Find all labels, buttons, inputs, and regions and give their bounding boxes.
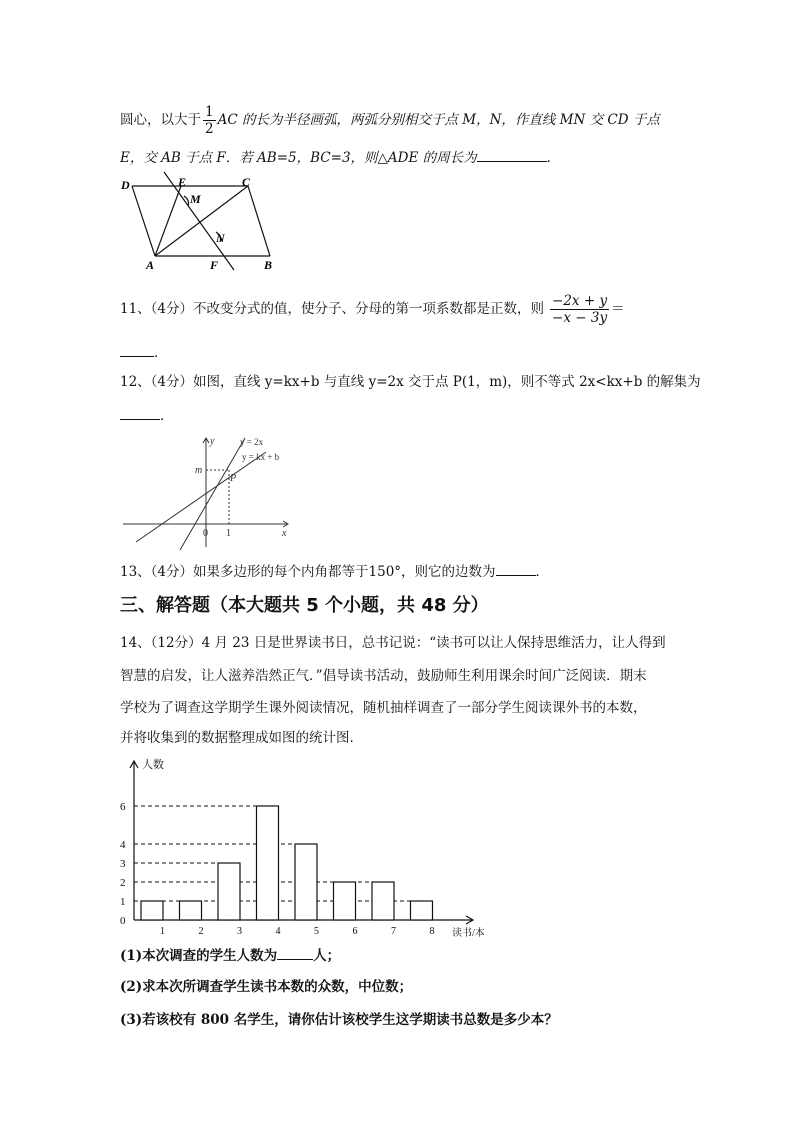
label-C: C <box>242 175 251 189</box>
chart-xtick-label: 1 <box>160 926 165 937</box>
q10-line2 <box>120 147 560 168</box>
chart-bar <box>218 863 240 920</box>
label-M: M <box>190 192 201 206</box>
q14-bar-chart <box>112 756 497 942</box>
q13-answer-blank[interactable] <box>496 561 536 576</box>
chart-ytick-label: 3 <box>120 858 126 870</box>
q13-end: ． <box>535 564 550 580</box>
q10-answer-blank[interactable] <box>477 147 547 162</box>
q12-label-x: x <box>282 528 287 539</box>
chart-xtick-label: 8 <box>429 926 435 937</box>
q10-line1 <box>120 104 660 137</box>
q12-label-P: P <box>230 473 237 484</box>
q10-frac-num: 1 <box>205 104 214 120</box>
chart-bar <box>180 901 202 920</box>
q11-answer-blank[interactable] <box>120 342 154 357</box>
chart-xlabel: 读书/本 <box>452 928 485 939</box>
q12-graph <box>118 432 298 552</box>
q14-sub2: (2)求本次所调查学生读书本数的众数，中位数； <box>120 979 413 995</box>
q14-line1: 14、（12分）4 月 23 日是世界读书日，总书记说：“读书可以让人保持思维活力，让人得到 <box>120 635 666 651</box>
q10-text-b: AC 的长为半径画弧，两弧分别相交于点 M，N，作直线 MN 交 CD 于点 <box>217 112 660 128</box>
chart-bar <box>372 882 394 920</box>
q11-line2 <box>120 342 168 363</box>
q12-label-y: y <box>210 436 215 447</box>
q11-text: 11、（4分）不改变分式的值，使分子、分母的第一项系数都是正数，则 <box>120 301 545 317</box>
q14-sub1 <box>120 945 340 966</box>
q12-line2-label: y = kx + b <box>242 452 280 462</box>
chart-bar <box>141 901 163 920</box>
q11-frac-num: −2x + y <box>552 293 608 309</box>
chart-bar <box>334 882 356 920</box>
chart-ytick-label: 1 <box>120 896 126 908</box>
section3-heading: 三、解答题（本大题共 5 个小题，共 48 分） <box>120 595 489 616</box>
q12-line2 <box>120 405 174 426</box>
q10-figure <box>118 170 288 275</box>
chart-bar <box>411 901 433 920</box>
q12-answer-blank[interactable] <box>120 405 160 420</box>
q14-line4: 并将收集到的数据整理成如图的统计图． <box>120 730 363 746</box>
q12-text: 12、（4分）如图，直线 y=kx+b 与直线 y=2x 交于点 P(1，m)，则不等式 2x<kx+b 的解集为 <box>120 374 701 390</box>
q11-fraction <box>550 293 609 326</box>
chart-ytick-label: 6 <box>120 801 126 813</box>
label-N: N <box>216 231 225 245</box>
label-B: B <box>264 258 273 272</box>
q10-fraction <box>203 104 216 137</box>
q10-text-a: 圆心，以大于 <box>120 112 201 128</box>
q12-label-m: m <box>195 465 203 476</box>
q14-sub1-text: (1)本次调查的学生人数为 <box>120 948 278 964</box>
chart-ytick-label: 2 <box>120 877 126 889</box>
q14-sub3: (3)若该校有 800 名学生，请你估计该校学生这学期读书总数是多少本？ <box>120 1012 558 1028</box>
label-F: F <box>210 258 219 272</box>
chart-ytick-label: 4 <box>120 839 126 851</box>
chart-xtick-label: 6 <box>352 926 358 937</box>
label-E: E <box>178 175 187 189</box>
label-A: A <box>146 258 155 272</box>
chart-bar <box>295 844 317 920</box>
q10-text-c: E，交 AB 于点 F．若 AB=5，BC=3，则△ADE 的周长为 <box>120 150 477 166</box>
q12-line1-label: y = 2x <box>240 437 264 447</box>
q14-line2: 智慧的启发，让人滋养浩然正气．”倡导读书活动，鼓励师生利用课余时间广泛阅读．期末 <box>120 668 647 684</box>
q12-label-1: 1 <box>226 528 231 539</box>
q12-end: ． <box>160 408 174 424</box>
q14-sub1-blank[interactable] <box>277 945 313 960</box>
q13-text: 13、（4分）如果多边形的每个内角都等于150°，则它的边数为 <box>120 564 496 580</box>
q10-frac-den: 2 <box>205 121 214 137</box>
q13-line <box>120 561 549 582</box>
q11-equals: ＝ <box>611 301 625 317</box>
q11-end: ． <box>154 345 168 361</box>
chart-xtick-label: 3 <box>237 926 242 937</box>
q14-line3: 学校为了调查这学期学生课外阅读情况，随机抽样调查了一部分学生阅读课外书的本数， <box>120 700 647 716</box>
chart-xtick-label: 5 <box>314 926 319 937</box>
q11-line1 <box>120 293 625 326</box>
label-D: D <box>121 178 130 192</box>
q12-line1 <box>120 372 701 392</box>
chart-ytick-label: 0 <box>120 915 126 927</box>
chart-ylabel: 人数 <box>142 759 164 771</box>
chart-xtick-label: 7 <box>391 926 396 937</box>
chart-xtick-label: 4 <box>275 926 281 937</box>
q12-label-0: 0 <box>203 528 208 539</box>
q11-frac-den: −x − 3y <box>552 310 608 326</box>
chart-bar <box>257 806 279 920</box>
q10-end: ． <box>546 150 561 166</box>
chart-xtick-label: 2 <box>198 926 204 937</box>
q14-sub1-end: 人； <box>313 948 341 964</box>
